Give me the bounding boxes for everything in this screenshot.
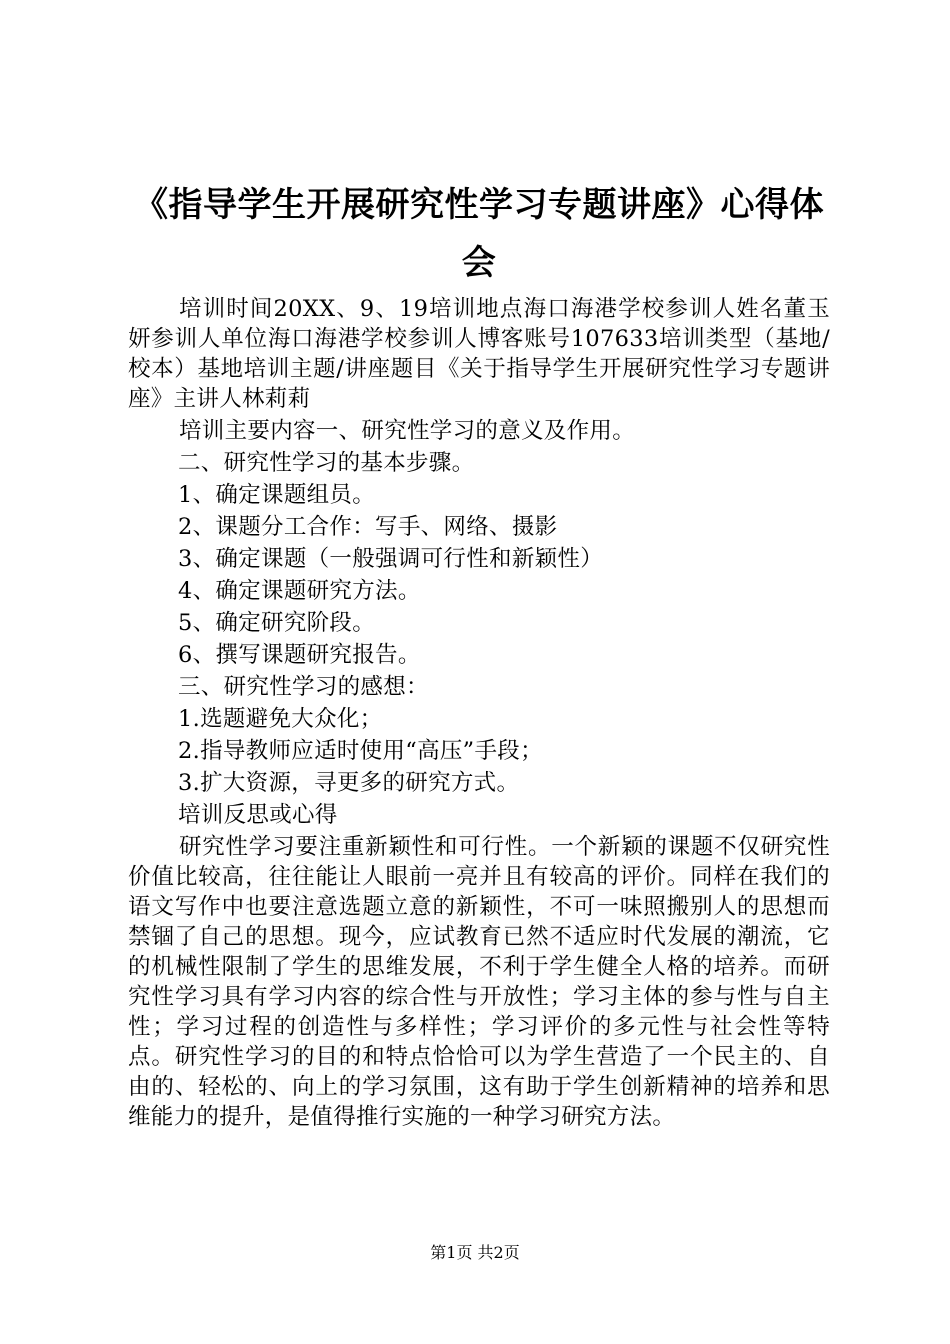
document-title: 《指导学生开展研究性学习专题讲座》心得体会 bbox=[134, 185, 824, 283]
thought-item: 2.指导教师应适时使用“高压”手段； bbox=[178, 738, 543, 764]
page-footer: 第1页 共2页 bbox=[430, 1243, 520, 1262]
document-body bbox=[128, 294, 830, 1132]
step-item: 5、确定研究阶段。 bbox=[178, 610, 376, 636]
section2-heading: 二、研究性学习的基本步骤。 bbox=[178, 450, 475, 476]
step-item: 3、确定课题（一般强调可行性和新颖性） bbox=[178, 546, 604, 572]
content-heading: 培训主要内容一、研究性学习的意义及作用。 bbox=[179, 418, 636, 444]
document-page bbox=[128, 176, 830, 1132]
intro-paragraph: 培训时间20XX、9、19培训地点海口海港学校参训人姓名董玉妍参训人单位海口海港学校参训人博客账号107633培训类型（基地/校本）基地培训主题/讲座题目《关于指导学生开展研究性学习专题讲座》主讲人林莉莉 bbox=[128, 296, 830, 412]
step-item: 4、确定课题研究方法。 bbox=[178, 578, 421, 604]
step-item: 2、课题分工合作：写手、网络、摄影 bbox=[178, 514, 558, 540]
step-item: 6、撰写课题研究报告。 bbox=[178, 642, 421, 668]
reflection-heading: 培训反思或心得 bbox=[178, 802, 338, 828]
thought-item: 3.扩大资源，寻更多的研究方式。 bbox=[178, 770, 520, 796]
section3-heading: 三、研究性学习的感想： bbox=[178, 674, 429, 700]
step-item: 1、确定课题组员。 bbox=[178, 482, 376, 508]
reflection-paragraph: 研究性学习要注重新颖性和可行性。一个新颖的课题不仅研究性价值比较高，往往能让人眼前一亮并且有较高的评价。同样在我们的语文写作中也要注意选题立意的新颖性，不可一味照搬别人的思想而禁锢了自己的思想。现今，应试教育已然不适应时代发展的潮流，它的机械性限制了学生的思维发展，不利于学生健全人格的培养。而研究性学习具有学习内容的综合性与开放性；学习主体的参与性与自主性；学习过程的创造性与多样性；学习评价的多元性与社会性等特点。研究性学习的目的和特点恰恰可以为学生营造了一个民主的、自由的、轻松的、向上的学习氛围，这有助于学生创新精神的培养和思维能力的提升，是值得推行实施的一种学习研究方法。 bbox=[128, 834, 830, 1130]
thought-item: 1.选题避免大众化； bbox=[178, 706, 383, 732]
